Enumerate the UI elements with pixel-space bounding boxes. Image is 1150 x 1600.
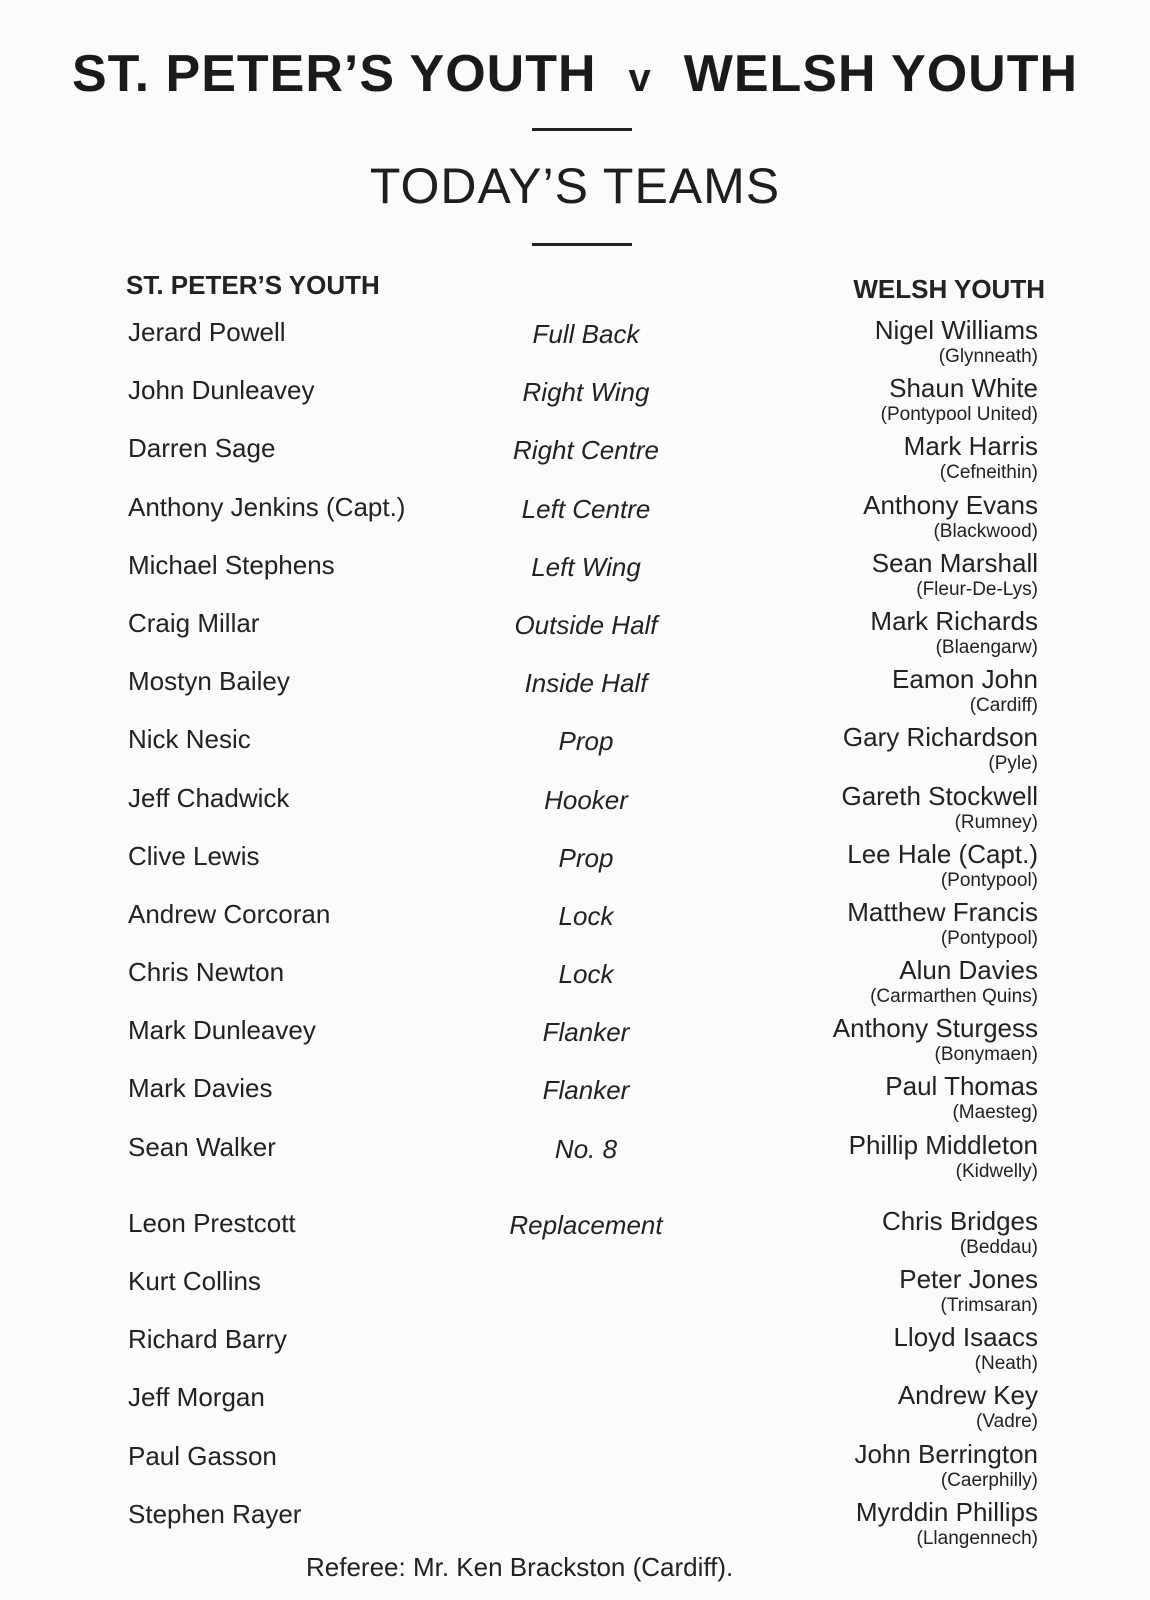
home-player-name: Michael Stephens [128,549,335,580]
divider-top [532,128,632,131]
team-row [0,317,1150,375]
team-row [0,547,1150,608]
away-player-name: Matthew Francis [847,896,1038,927]
away-player-name: Phillip Middleton [848,1129,1038,1160]
player-position: Left Wing [531,551,641,582]
away-player-club: (Cefneithin) [939,462,1038,484]
home-team-heading: ST. PETER’S YOUTH [126,270,380,300]
away-player-name: Eamon John [892,664,1038,695]
team-row [0,666,1150,724]
home-player-name: Jeff Chadwick [128,782,290,813]
player-position: Flanker [542,1017,630,1048]
team-row [0,433,1150,491]
away-player [882,1206,1038,1260]
home-player-name: Nick Nesic [128,724,251,755]
away-player-club: (Bonymaen) [934,1044,1038,1066]
team-row [0,1324,1150,1382]
away-player-name: Andrew Key [897,1380,1038,1411]
away-player-name: Mark Harris [903,431,1038,462]
home-player-name: Leon Prestcott [128,1207,296,1238]
team-row [0,1015,1150,1073]
away-player [885,1071,1038,1125]
away-player-club: (Cardiff) [969,695,1038,717]
away-player-name: John Berrington [854,1438,1038,1469]
away-player-name: Chris Bridges [881,1205,1038,1236]
away-player-name: Paul Thomas [885,1071,1038,1102]
team-row [0,838,1150,899]
away-player-club: (Neath) [974,1353,1038,1375]
player-position: Lock [558,959,614,990]
away-player [841,781,1038,835]
away-player-club: (Beddau) [959,1236,1038,1258]
away-player-name: Myrddin Phillips [855,1496,1038,1527]
home-player-name: Stephen Rayer [128,1498,302,1529]
team-row [0,1438,1150,1499]
team-row [0,1382,1150,1440]
team-row [0,1205,1150,1266]
home-player-name: Craig Millar [128,607,260,638]
player-position: Full Back [532,319,640,349]
away-player-name: Shaun White [889,373,1038,404]
away-player-club: (Carmarthen Quins) [870,986,1038,1008]
away-team-heading: WELSH YOUTH [853,274,1045,304]
away-player [854,1439,1038,1493]
home-player-name: Mark Davies [128,1073,273,1104]
away-player-club: (Glynneath) [938,346,1038,367]
away-player-name: Peter Jones [899,1264,1038,1294]
player-position: Hooker [544,784,628,815]
team-row [0,896,1150,957]
away-player [847,839,1038,893]
player-position: Right Wing [522,377,650,408]
team-row [0,1129,1150,1190]
team-row [0,957,1150,1015]
team-row [0,605,1150,666]
home-player-name: Paul Gasson [128,1440,277,1471]
home-player-name: Kurt Collins [128,1266,261,1296]
player-position: Flanker [542,1075,630,1106]
home-player-name: Jerard Powell [128,317,286,347]
referee-line: Referee: Mr. Ken Brackston (Cardiff). [306,1552,734,1582]
player-position: Right Centre [513,435,659,466]
away-player [898,1380,1038,1434]
away-player-club: (Pontypool) [940,869,1038,891]
away-player-club: (Pyle) [988,753,1038,775]
player-position: Replacement [509,1209,663,1240]
home-player-name: Clive Lewis [128,840,260,871]
away-player [881,373,1038,427]
away-player [892,664,1038,718]
team-row [0,489,1150,550]
away-player [893,1322,1038,1376]
away-player [899,1264,1038,1318]
away-player [847,897,1038,951]
away-player-name: Mark Richards [870,605,1038,636]
home-player-name: John Dunleavey [128,375,315,406]
home-player-name: Sean Walker [128,1131,276,1162]
away-player-name: Sean Marshall [871,547,1038,578]
away-player-name: Gareth Stockwell [841,780,1038,811]
away-player [870,606,1038,660]
away-player-name: Gary Richardson [842,722,1038,753]
away-player-club: (Vadre) [976,1411,1038,1433]
away-player-club: (Blaengarw) [935,636,1038,658]
away-player [849,1130,1038,1184]
away-player-club: (Maesteg) [952,1102,1038,1124]
divider-bottom [532,243,632,246]
team-row [0,1496,1150,1557]
away-player-name: Lee Hale (Capt.) [847,838,1038,869]
home-player-name: Mark Dunleavey [128,1015,316,1046]
player-position: Left Centre [521,493,651,524]
away-player-club: (Trimsaran) [940,1295,1038,1316]
subtitle: TODAY’S TEAMS [369,158,781,214]
away-player [872,548,1038,602]
away-player [833,1013,1038,1067]
away-player-club: (Pontypool) [940,927,1038,949]
home-player-name: Chris Newton [128,957,285,988]
home-player-name: Andrew Corcoran [128,898,331,929]
away-player [875,315,1038,369]
away-player-name: Lloyd Isaacs [893,1322,1038,1353]
player-position: Inside Half [524,668,648,699]
away-player-club: (Caerphilly) [940,1469,1038,1491]
away-player-name: Anthony Evans [863,489,1038,520]
home-player-name: Darren Sage [128,433,276,464]
team-row [0,1266,1150,1324]
team-sheet [0,317,1150,1557]
home-player-name: Jeff Morgan [128,1382,265,1413]
away-player-name: Alun Davies [899,955,1038,986]
player-position: Prop [558,726,614,757]
player-position: Lock [558,900,614,931]
away-player-name: Anthony Sturgess [832,1013,1038,1044]
away-player-club: (Blackwood) [933,520,1038,542]
team-row [0,780,1150,841]
team-row [0,1073,1150,1131]
versus-label: v [628,56,652,100]
away-player-club: (Rumney) [954,811,1038,833]
home-player-name: Anthony Jenkins (Capt.) [128,491,406,522]
team-row [0,375,1150,433]
away-player [863,490,1038,544]
away-player [843,722,1038,776]
away-player [904,431,1038,485]
page-title [0,44,1150,104]
away-player [856,1497,1038,1551]
away-player-club: (Fleur-De-Lys) [916,578,1038,600]
home-player-name: Richard Barry [128,1324,287,1355]
away-team-title: WELSH YOUTH [683,45,1079,103]
player-position: Outside Half [514,609,658,640]
away-player-name: Nigel Williams [874,315,1038,345]
away-player [870,955,1038,1009]
player-position: No. 8 [554,1133,618,1164]
away-player-club: (Pontypool United) [880,404,1038,426]
team-row [0,724,1150,782]
away-player-club: (Llangennech) [916,1527,1038,1549]
home-player-name: Mostyn Bailey [128,666,290,697]
player-position: Prop [558,842,614,873]
home-team-title: ST. PETER’S YOUTH [71,45,597,103]
away-player-club: (Kidwelly) [955,1160,1038,1182]
